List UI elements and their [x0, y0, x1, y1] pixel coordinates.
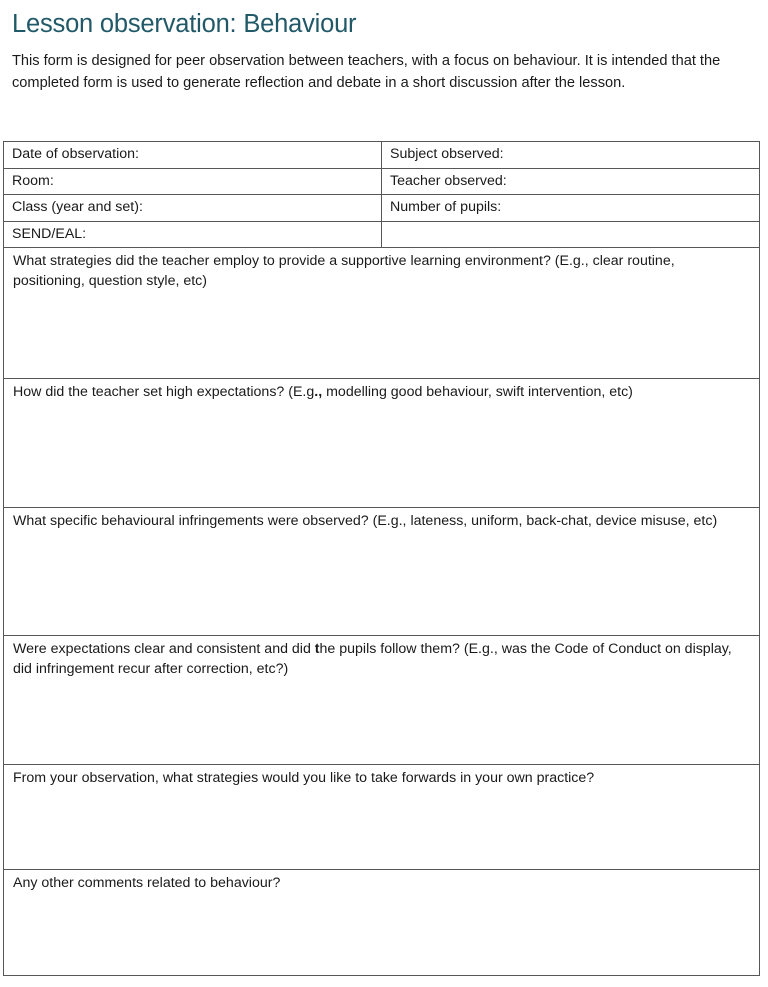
- page-title: Lesson observation: Behaviour: [12, 10, 357, 38]
- question-prompt-2: [13, 383, 747, 403]
- table-row-question-5: [4, 765, 760, 870]
- table-row-question-3: [4, 508, 760, 636]
- answer-area-question-2[interactable]: [4, 379, 760, 508]
- field-teacher-observed[interactable]: [382, 168, 760, 195]
- question-prompt-5: From your observation, what strategies would you like to take forwards in your own practice?: [13, 770, 595, 787]
- question-prompt-4: [13, 640, 747, 679]
- table-row-date-subject: [4, 142, 760, 169]
- field-label-date-of-observation: Date of observation:: [12, 146, 139, 162]
- observation-form-table: [3, 141, 760, 976]
- question-prompt-6: Any other comments related to behaviour?: [13, 875, 281, 892]
- field-send-eal-blank[interactable]: [382, 221, 760, 248]
- answer-area-question-1[interactable]: [4, 248, 760, 379]
- field-subject-observed[interactable]: [382, 142, 760, 169]
- field-send-eal[interactable]: [4, 221, 382, 248]
- table-row-room-teacher: [4, 168, 760, 195]
- question-prompt-4-emphasis: t: [314, 641, 320, 658]
- field-date-of-observation[interactable]: [4, 142, 382, 169]
- question-prompt-1: What strategies did the teacher employ to provide a supportive learning environment? (E.g., clear routine, positioning, question style, etc): [13, 253, 675, 289]
- answer-area-question-6[interactable]: [4, 870, 760, 976]
- field-number-of-pupils[interactable]: [382, 195, 760, 222]
- table-row-question-6: [4, 870, 760, 976]
- field-label-number-of-pupils: Number of pupils:: [390, 199, 502, 216]
- table-row-question-1: [4, 248, 760, 379]
- intro-paragraph: This form is designed for peer observation between teachers, with a focus on behaviour. It is intended that the completed form is used to generate reflection and debate in a short discussion after the lesson.: [12, 53, 721, 92]
- question-prompt-3: What specific behavioural infringements were observed? (E.g., lateness, uniform, back-chat, device misuse, etc): [13, 513, 718, 530]
- answer-area-question-4[interactable]: [4, 636, 760, 765]
- table-row-question-2: [4, 379, 760, 508]
- question-prompt-4-part-b: he pupils follow them? (E.g., was the Code of Conduct on display, did infringement recur after correction, etc?): [13, 641, 732, 677]
- table-row-question-4: [4, 636, 760, 765]
- field-label-teacher-observed: Teacher observed:: [390, 172, 507, 189]
- question-prompt-2-part-b: modelling good behaviour, swift intervention, etc): [322, 384, 633, 401]
- answer-area-question-3[interactable]: [4, 508, 760, 636]
- field-label-class-year-and-set: Class (year and set):: [12, 199, 143, 216]
- table-row-send-eal: [4, 221, 760, 248]
- field-label-room: Room:: [12, 172, 54, 189]
- question-prompt-2-part-a: How did the teacher set high expectations? (E.g: [13, 384, 315, 401]
- table-row-class-pupils: [4, 195, 760, 222]
- answer-area-question-5[interactable]: [4, 765, 760, 870]
- field-label-send-eal: SEND/EAL:: [12, 225, 87, 242]
- question-prompt-2-emphasis: .,: [314, 384, 323, 401]
- question-prompt-4-part-a: Were expectations clear and consistent and did: [13, 641, 315, 658]
- field-label-subject-observed: Subject observed:: [390, 146, 504, 162]
- field-class-year-and-set[interactable]: [4, 195, 382, 222]
- field-room[interactable]: [4, 168, 382, 195]
